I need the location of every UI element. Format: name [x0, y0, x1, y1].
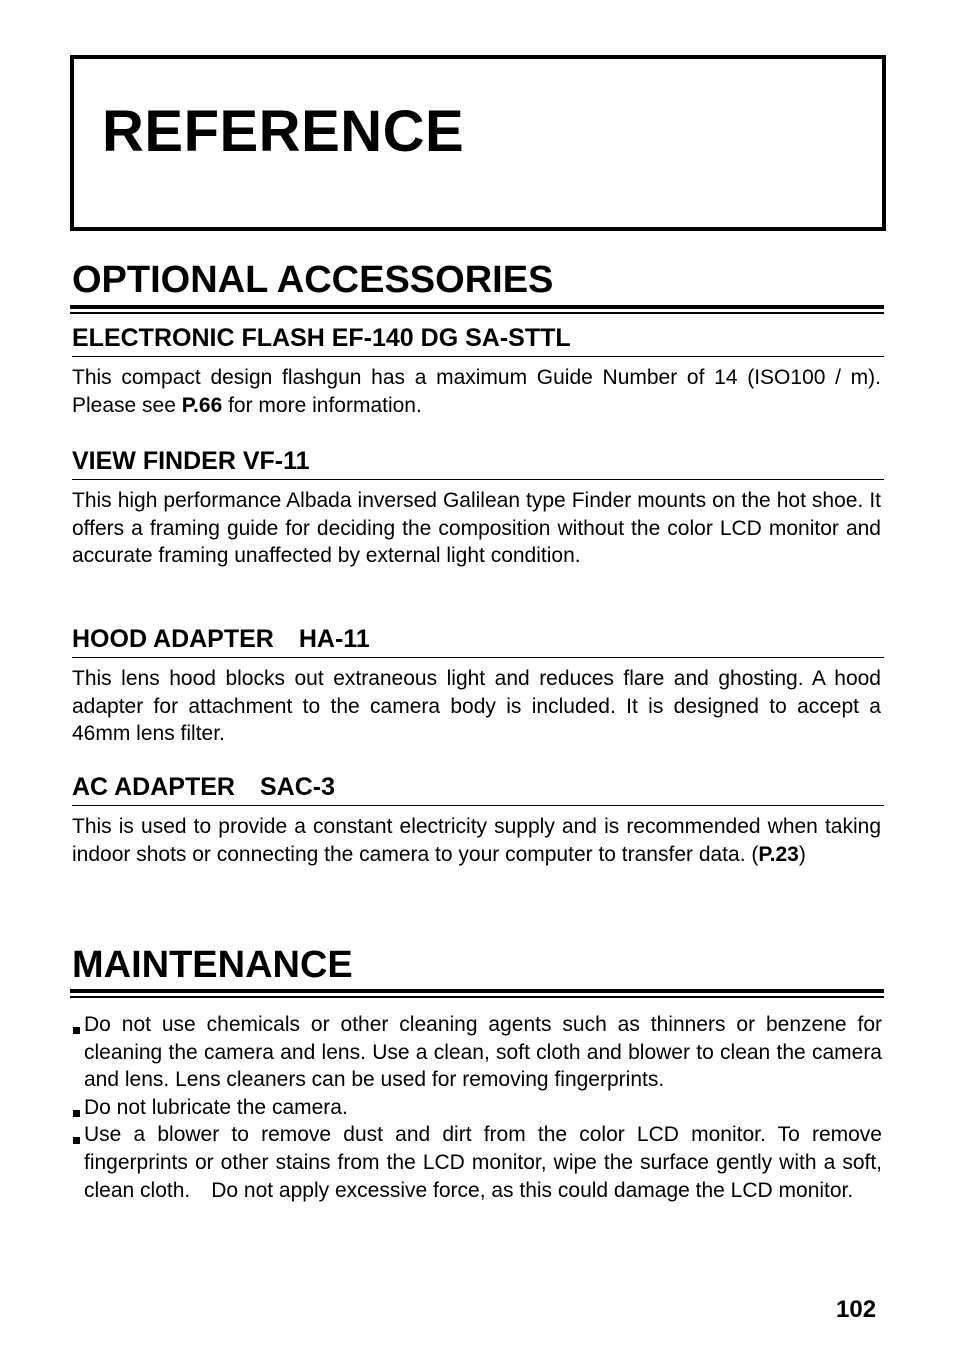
- accessory-description: This lens hood blocks out extraneous light and reduces flare and ghosting. A hood adapter for attachment to the camera body is included. It is designed to accept a 46mm lens filter.: [72, 667, 881, 746]
- maintenance-list: [72, 1011, 882, 1204]
- bullet-square-icon: [73, 1137, 80, 1144]
- section-rule: [70, 989, 884, 998]
- accessory-view-finder: [72, 449, 884, 570]
- accessory-hood-adapter: [72, 627, 884, 748]
- accessory-heading: HOOD ADAPTER HA-11: [72, 627, 884, 658]
- optional-accessories-title: OPTIONAL ACCESSORIES: [72, 259, 554, 301]
- chapter-title: REFERENCE: [102, 99, 465, 164]
- maintenance-section: [72, 946, 884, 984]
- accessory-flash: [72, 326, 884, 419]
- optional-accessories-section: [72, 261, 884, 299]
- accessory-description: This high performance Albada inversed Galilean type Finder mounts on the hot shoe. It offers a framing guide for deciding the composition without the color LCD monitor and accurate framing unaffected by external light condition.: [72, 489, 881, 568]
- list-item: Do not use chemicals or other cleaning agents such as thinners or benzene for cleaning the camera and lens. Use a clean, soft cloth and blower to clean the camera and lens. Lens cleaners can be used for removing fingerprints.: [72, 1011, 882, 1094]
- accessory-heading: VIEW FINDER VF-11: [72, 449, 884, 480]
- page-number: 102: [836, 1296, 877, 1323]
- section-rule: [70, 305, 884, 314]
- list-item: Use a blower to remove dust and dirt from the color LCD monitor. To remove fingerprints or other stains from the LCD monitor, wipe the surface gently with a soft, clean cloth. Do not apply excessive force, as this could damage the LCD monitor.: [72, 1121, 882, 1204]
- list-item: Do not lubricate the camera.: [72, 1094, 882, 1122]
- bullet-square-icon: [73, 1027, 80, 1034]
- maintenance-title: MAINTENANCE: [72, 944, 353, 986]
- accessory-heading: ELECTRONIC FLASH EF-140 DG SA-STTL: [72, 326, 884, 357]
- bullet-square-icon: [73, 1110, 80, 1117]
- accessory-ac-adapter: [72, 775, 884, 868]
- accessory-description: This compact design flashgun has a maximum Guide Number of 14 (ISO100 / m). Please see P.66 for more information.: [72, 366, 881, 417]
- accessory-heading: AC ADAPTER SAC-3: [72, 775, 884, 806]
- accessory-description: This is used to provide a constant electricity supply and is recommended when taking indoor shots or connecting the camera to your computer to transfer data. (P.23): [72, 815, 881, 866]
- chapter-title-box: [70, 55, 886, 231]
- page-reference: P.66: [181, 393, 223, 417]
- page-reference: P.23: [758, 842, 799, 866]
